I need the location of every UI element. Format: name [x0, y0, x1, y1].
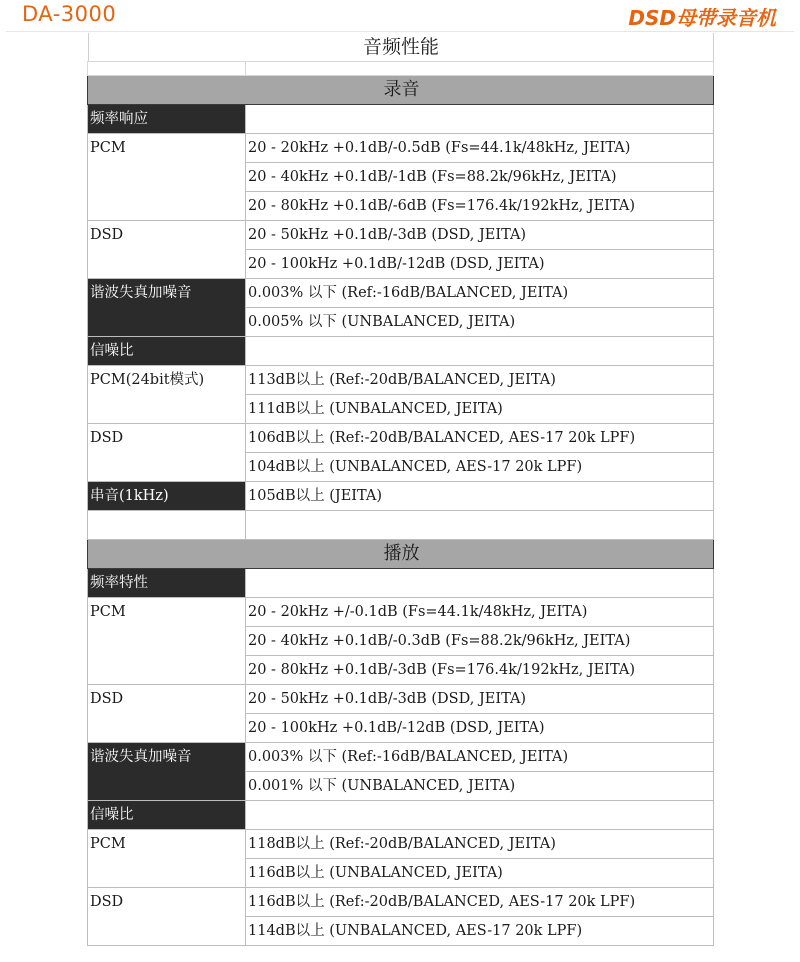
category-label: 信噪比: [88, 801, 246, 830]
table-row: [88, 569, 714, 598]
category-label: 串音(1kHz): [88, 482, 246, 511]
table-row: [88, 511, 714, 540]
spec-value: 116dB以上 (UNBALANCED, JEITA): [246, 859, 714, 888]
category-label: 谐波失真加噪音: [88, 743, 246, 801]
page-title: 音频性能: [88, 33, 714, 61]
audio-spec-table: [87, 61, 714, 946]
spec-value: 20 - 100kHz +0.1dB/-12dB (DSD, JEITA): [246, 714, 714, 743]
table-row: [88, 279, 714, 308]
model-name: DA-3000: [22, 2, 117, 26]
spec-value: 106dB以上 (Ref:-20dB/BALANCED, AES-17 20k LPF): [246, 424, 714, 453]
section-recording: [88, 76, 714, 105]
sub-label: PCM: [88, 598, 246, 685]
spec-value: 20 - 20kHz +0.1dB/-0.5dB (Fs=44.1k/48kHz, JEITA): [246, 134, 714, 163]
spec-value: 20 - 80kHz +0.1dB/-6dB (Fs=176.4k/192kHz, JEITA): [246, 192, 714, 221]
table-row: [88, 366, 714, 395]
spec-value: 118dB以上 (Ref:-20dB/BALANCED, JEITA): [246, 830, 714, 859]
table-row: [88, 337, 714, 366]
spec-value: 114dB以上 (UNBALANCED, AES-17 20k LPF): [246, 917, 714, 946]
sub-label: PCM: [88, 830, 246, 888]
table-row: [88, 830, 714, 859]
spec-value: 20 - 50kHz +0.1dB/-3dB (DSD, JEITA): [246, 685, 714, 714]
spec-value: 116dB以上 (Ref:-20dB/BALANCED, AES-17 20k LPF): [246, 888, 714, 917]
spec-value: 0.001% 以下 (UNBALANCED, JEITA): [246, 772, 714, 801]
spec-value: 111dB以上 (UNBALANCED, JEITA): [246, 395, 714, 424]
table-row: [88, 801, 714, 830]
spec-value: 20 - 20kHz +/-0.1dB (Fs=44.1k/48kHz, JEITA): [246, 598, 714, 627]
spec-value: 113dB以上 (Ref:-20dB/BALANCED, JEITA): [246, 366, 714, 395]
sub-label: DSD: [88, 888, 246, 946]
category-label: 频率响应: [88, 105, 246, 134]
spacer-row: [88, 62, 714, 76]
spec-value: 105dB以上 (JEITA): [246, 482, 714, 511]
sub-label: DSD: [88, 685, 246, 743]
spec-value: 20 - 100kHz +0.1dB/-12dB (DSD, JEITA): [246, 250, 714, 279]
spec-value: 0.003% 以下 (Ref:-16dB/BALANCED, JEITA): [246, 279, 714, 308]
spec-value: 104dB以上 (UNBALANCED, AES-17 20k LPF): [246, 453, 714, 482]
spec-value: 20 - 40kHz +0.1dB/-1dB (Fs=88.2k/96kHz, JEITA): [246, 163, 714, 192]
sub-label: PCM: [88, 134, 246, 221]
table-row: [88, 482, 714, 511]
table-row: [88, 134, 714, 163]
spec-value: 20 - 80kHz +0.1dB/-3dB (Fs=176.4k/192kHz, JEITA): [246, 656, 714, 685]
table-row: [88, 424, 714, 453]
table-row: [88, 888, 714, 917]
spec-value: 0.003% 以下 (Ref:-16dB/BALANCED, JEITA): [246, 743, 714, 772]
header-divider: [6, 31, 794, 32]
table-row: [88, 105, 714, 134]
category-label: 信噪比: [88, 337, 246, 366]
category-label: 谐波失真加噪音: [88, 279, 246, 337]
spec-value: 20 - 40kHz +0.1dB/-0.3dB (Fs=88.2k/96kHz, JEITA): [246, 627, 714, 656]
section-title: 录音: [88, 76, 714, 105]
section-title: 播放: [88, 540, 714, 569]
sub-label: DSD: [88, 221, 246, 279]
table-row: [88, 743, 714, 772]
section-playback: [88, 540, 714, 569]
table-row: [88, 598, 714, 627]
page-header: [0, 0, 800, 32]
table-row: [88, 221, 714, 250]
category-label: 频率特性: [88, 569, 246, 598]
product-name: DSD母带录音机: [628, 6, 776, 30]
sub-label: PCM(24bit模式): [88, 366, 246, 424]
table-row: [88, 685, 714, 714]
spec-value: 0.005% 以下 (UNBALANCED, JEITA): [246, 308, 714, 337]
sub-label: DSD: [88, 424, 246, 482]
spec-value: 20 - 50kHz +0.1dB/-3dB (DSD, JEITA): [246, 221, 714, 250]
